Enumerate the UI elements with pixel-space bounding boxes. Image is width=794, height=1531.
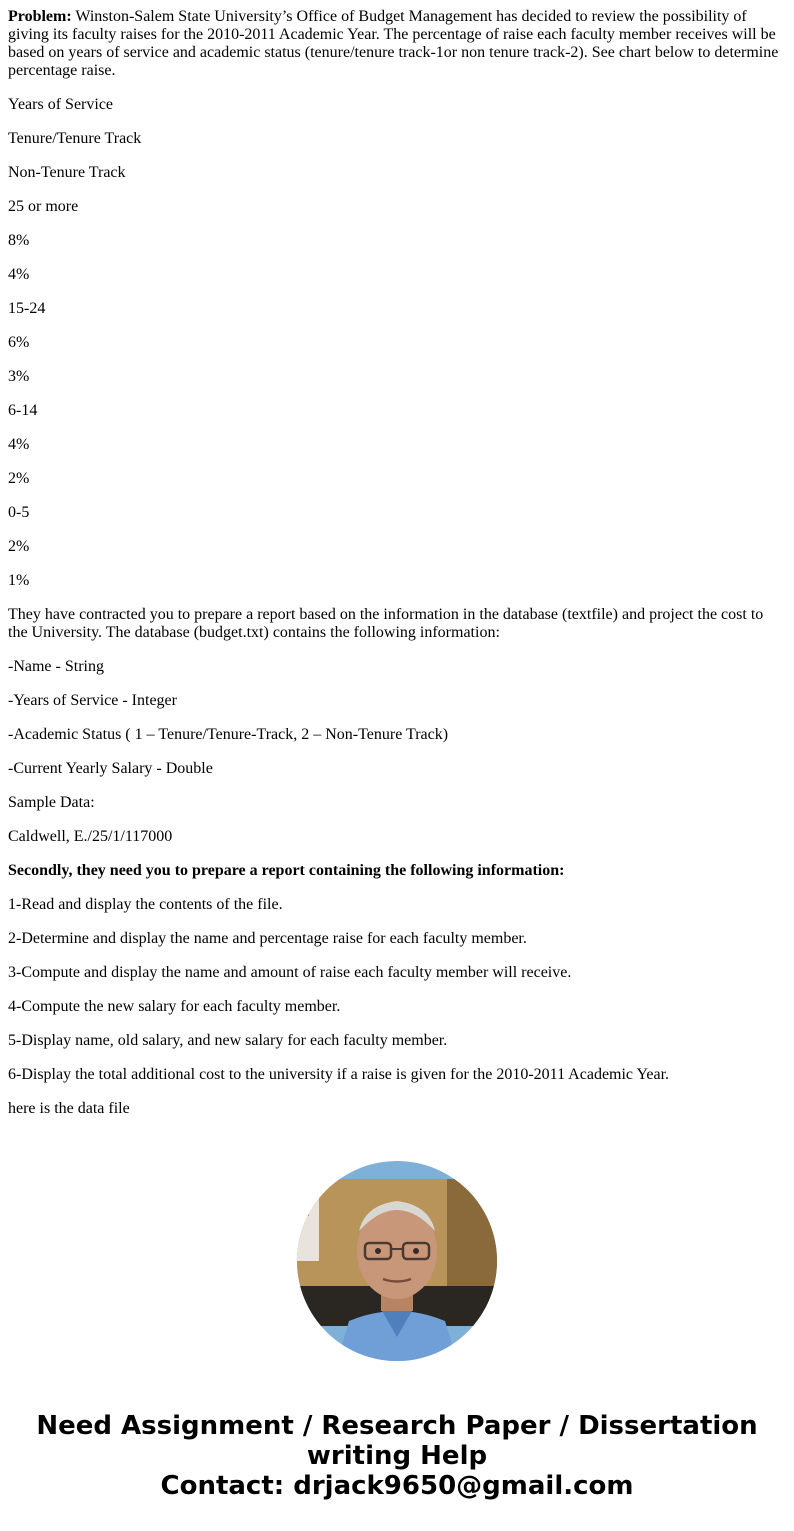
field-item: -Years of Service - Integer — [8, 692, 177, 709]
task-item: 1-Read and display the contents of the file. — [8, 896, 283, 913]
sample-value: Caldwell, E./25/1/117000 — [8, 828, 173, 845]
task-item: 2-Determine and display the name and percentage raise for each faculty member. — [8, 930, 527, 947]
report-heading-text: Secondly, they need you to prepare a report containing the following information: — [8, 862, 565, 879]
table-line: 2% — [8, 538, 30, 555]
table-line-nontenure-header: Non-Tenure Track — [8, 164, 126, 181]
problem-text: Winston-Salem State University’s Office of Budget Management has decided to review the possibility of giving its faculty raises for the 2010-2011 Academic Year. The percentage of raise each faculty member receives will be based on years of service and academic status (tenure/tenure track-1or non tenure track-2). See chart below to determine percentage raise. — [8, 8, 779, 79]
table-line: 6% — [8, 334, 30, 351]
footer-line-1: Need Assignment / Research Paper / Dissertation — [36, 1411, 758, 1441]
footer-contact: Contact: drjack9650@gmail.com — [160, 1471, 634, 1501]
footer-line-2: writing Help — [306, 1441, 488, 1471]
task-item: 4-Compute the new salary for each faculty member. — [8, 998, 341, 1015]
sample-label: Sample Data: — [8, 794, 95, 811]
table-line: 2% — [8, 470, 30, 487]
table-line: 4% — [8, 266, 30, 283]
field-item: -Current Yearly Salary - Double — [8, 760, 213, 777]
table-line: 0-5 — [8, 504, 30, 521]
table-line: 1% — [8, 572, 30, 589]
task-item: 5-Display name, old salary, and new salary for each faculty member. — [8, 1032, 448, 1049]
portrait-illustration — [297, 1161, 497, 1361]
table-line-tenure-header: Tenure/Tenure Track — [8, 130, 142, 147]
task-item: 6-Display the total additional cost to the university if a raise is given for the 2010-2011 Academic Year. — [8, 1066, 670, 1083]
field-item: -Academic Status ( 1 – Tenure/Tenure-Track, 2 – Non-Tenure Track) — [8, 726, 449, 743]
document-body — [0, 8, 794, 1118]
table-line: 25 or more — [8, 198, 79, 215]
field-item: -Name - String — [8, 658, 104, 675]
report-heading — [8, 862, 786, 880]
author-photo — [297, 1161, 497, 1361]
data-file-note: here is the data file — [8, 1100, 130, 1117]
table-line: 6-14 — [8, 402, 38, 419]
task-item: 3-Compute and display the name and amount of raise each faculty member will receive. — [8, 964, 572, 981]
table-line: 15-24 — [8, 300, 46, 317]
problem-label: Problem: — [8, 8, 72, 25]
problem-paragraph — [8, 8, 786, 80]
table-line: 3% — [8, 368, 30, 385]
table-line-years-header: Years of Service — [8, 96, 114, 113]
contract-paragraph: They have contracted you to prepare a report based on the information in the database (textfile) and project the cost to the University. The database (budget.txt) contains the following information: — [8, 606, 764, 641]
table-line: 4% — [8, 436, 30, 453]
table-line: 8% — [8, 232, 30, 249]
promo-footer — [0, 1411, 794, 1501]
